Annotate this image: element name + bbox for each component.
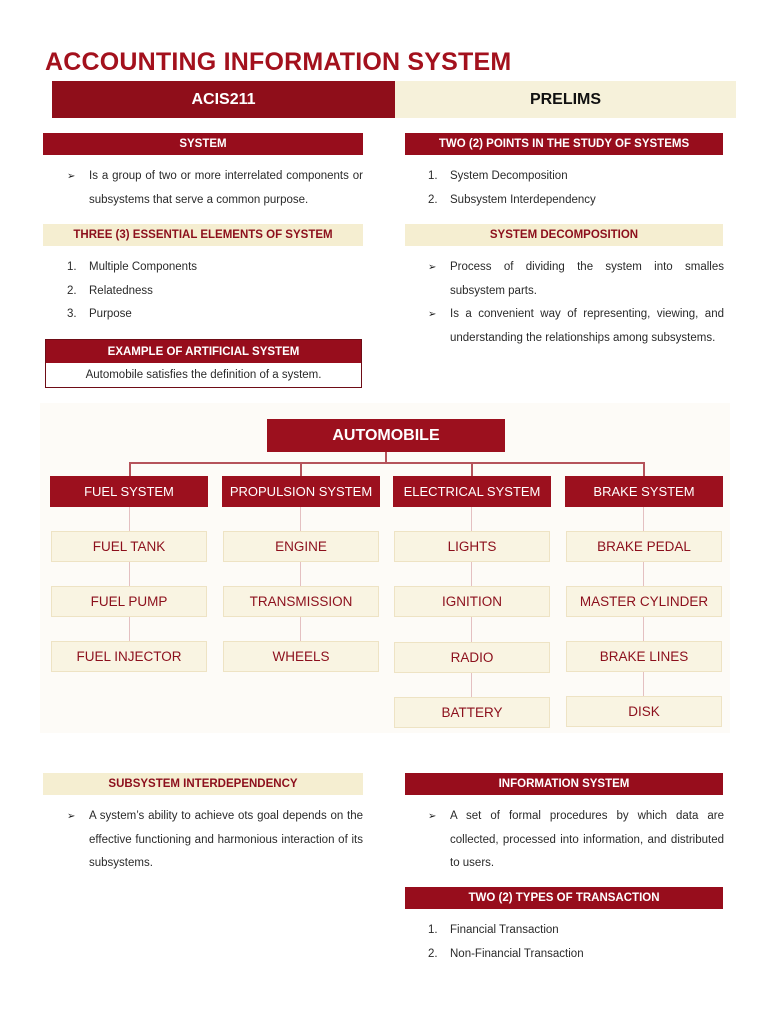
connector-line [129, 462, 645, 464]
list-item-text: Subsystem Interdependency [450, 193, 596, 206]
subsystem-interdependency-text [67, 805, 363, 876]
system-definition [67, 165, 363, 212]
diagram-item: BATTERY [394, 697, 550, 728]
course-code-band: ACIS211 [52, 81, 395, 118]
diagram-category-electrical-system: ELECTRICAL SYSTEM [393, 476, 551, 507]
list-item: 2. Relatedness [67, 280, 363, 304]
list-item-text: Financial Transaction [450, 924, 559, 936]
connector-line [129, 462, 131, 476]
diagram-item: TRANSMISSION [223, 586, 379, 617]
interdependency-bullet: A system’s ability to achieve ots goal depends on the effective functioning and harmonious interaction of its subsystems. [89, 810, 363, 869]
connector-line [643, 462, 645, 476]
essential-elements-list [67, 256, 363, 327]
diagram-item: WHEELS [223, 641, 379, 672]
diagram-item: BRAKE LINES [566, 641, 722, 672]
arrowhead-bullet-icon: ➢ [428, 309, 437, 320]
list-item: 1. Financial Transaction [428, 919, 724, 943]
arrowhead-bullet-icon: ➢ [67, 811, 76, 822]
decomposition-bullet-2: Is a convenient way of representing, viewing, and understanding the relationships among subsystems. [450, 308, 724, 344]
essential-elements-header: THREE (3) ESSENTIAL ELEMENTS OF SYSTEM [43, 224, 363, 246]
diagram-item: FUEL TANK [51, 531, 207, 562]
two-points-list [428, 165, 724, 212]
decomposition-bullet-1: Process of dividing the system into smalles subsystem parts. [450, 261, 724, 297]
list-item: 1. Multiple Components [67, 256, 363, 280]
arrowhead-bullet-icon: ➢ [428, 811, 437, 822]
diagram-root-automobile: AUTOMOBILE [267, 419, 505, 452]
exam-period-band: PRELIMS [395, 81, 736, 118]
example-text: Automobile satisfies the definition of a system. [85, 369, 322, 381]
diagram-item: ENGINE [223, 531, 379, 562]
list-item: 2. Non-Financial Transaction [428, 943, 724, 967]
list-item-text: Non-Financial Transaction [450, 947, 584, 960]
diagram-category-propulsion-system: PROPULSION SYSTEM [222, 476, 380, 507]
diagram-item: RADIO [394, 642, 550, 673]
list-item: 1. System Decomposition [428, 165, 724, 189]
list-item-text: Purpose [89, 308, 132, 320]
list-item: 2. Subsystem Interdependency [428, 189, 724, 213]
information-system-text [428, 805, 724, 876]
example-box [45, 339, 362, 388]
connector-line [300, 462, 302, 476]
arrowhead-bullet-icon: ➢ [428, 262, 437, 273]
system-header: SYSTEM [43, 133, 363, 155]
diagram-category-brake-system: BRAKE SYSTEM [565, 476, 723, 507]
two-points-header: TWO (2) POINTS IN THE STUDY OF SYSTEMS [405, 133, 723, 155]
diagram-category-fuel-system: FUEL SYSTEM [50, 476, 208, 507]
example-header: EXAMPLE OF ARTIFICIAL SYSTEM [46, 340, 361, 363]
diagram-item: LIGHTS [394, 531, 550, 562]
system-decomposition-text [428, 256, 724, 350]
diagram-item: BRAKE PEDAL [566, 531, 722, 562]
diagram-item: FUEL PUMP [51, 586, 207, 617]
list-item-text: System Decomposition [450, 170, 568, 182]
system-decomposition-header: SYSTEM DECOMPOSITION [405, 224, 723, 246]
arrowhead-bullet-icon: ➢ [67, 171, 76, 182]
transaction-types-header: TWO (2) TYPES OF TRANSACTION [405, 887, 723, 909]
diagram-item: MASTER CYLINDER [566, 586, 722, 617]
list-item: 3. Purpose [67, 303, 363, 327]
information-system-bullet: A set of formal procedures by which data are collected, processed into information, and distributed to users. [450, 810, 724, 869]
transaction-types-list [428, 919, 724, 966]
information-system-header: INFORMATION SYSTEM [405, 773, 723, 795]
system-definition-text: Is a group of two or more interrelated components or subsystems that serve a common purpose. [89, 170, 363, 206]
list-item-text: Multiple Components [89, 261, 198, 273]
connector-line [471, 462, 473, 476]
subsystem-interdependency-header: SUBSYSTEM INTERDEPENDENCY [43, 773, 363, 795]
diagram-item: FUEL INJECTOR [51, 641, 207, 672]
diagram-item: DISK [566, 696, 722, 727]
page-title: ACCOUNTING INFORMATION SYSTEM [45, 48, 512, 76]
list-item-text: Relatedness [89, 284, 153, 297]
diagram-item: IGNITION [394, 586, 550, 617]
